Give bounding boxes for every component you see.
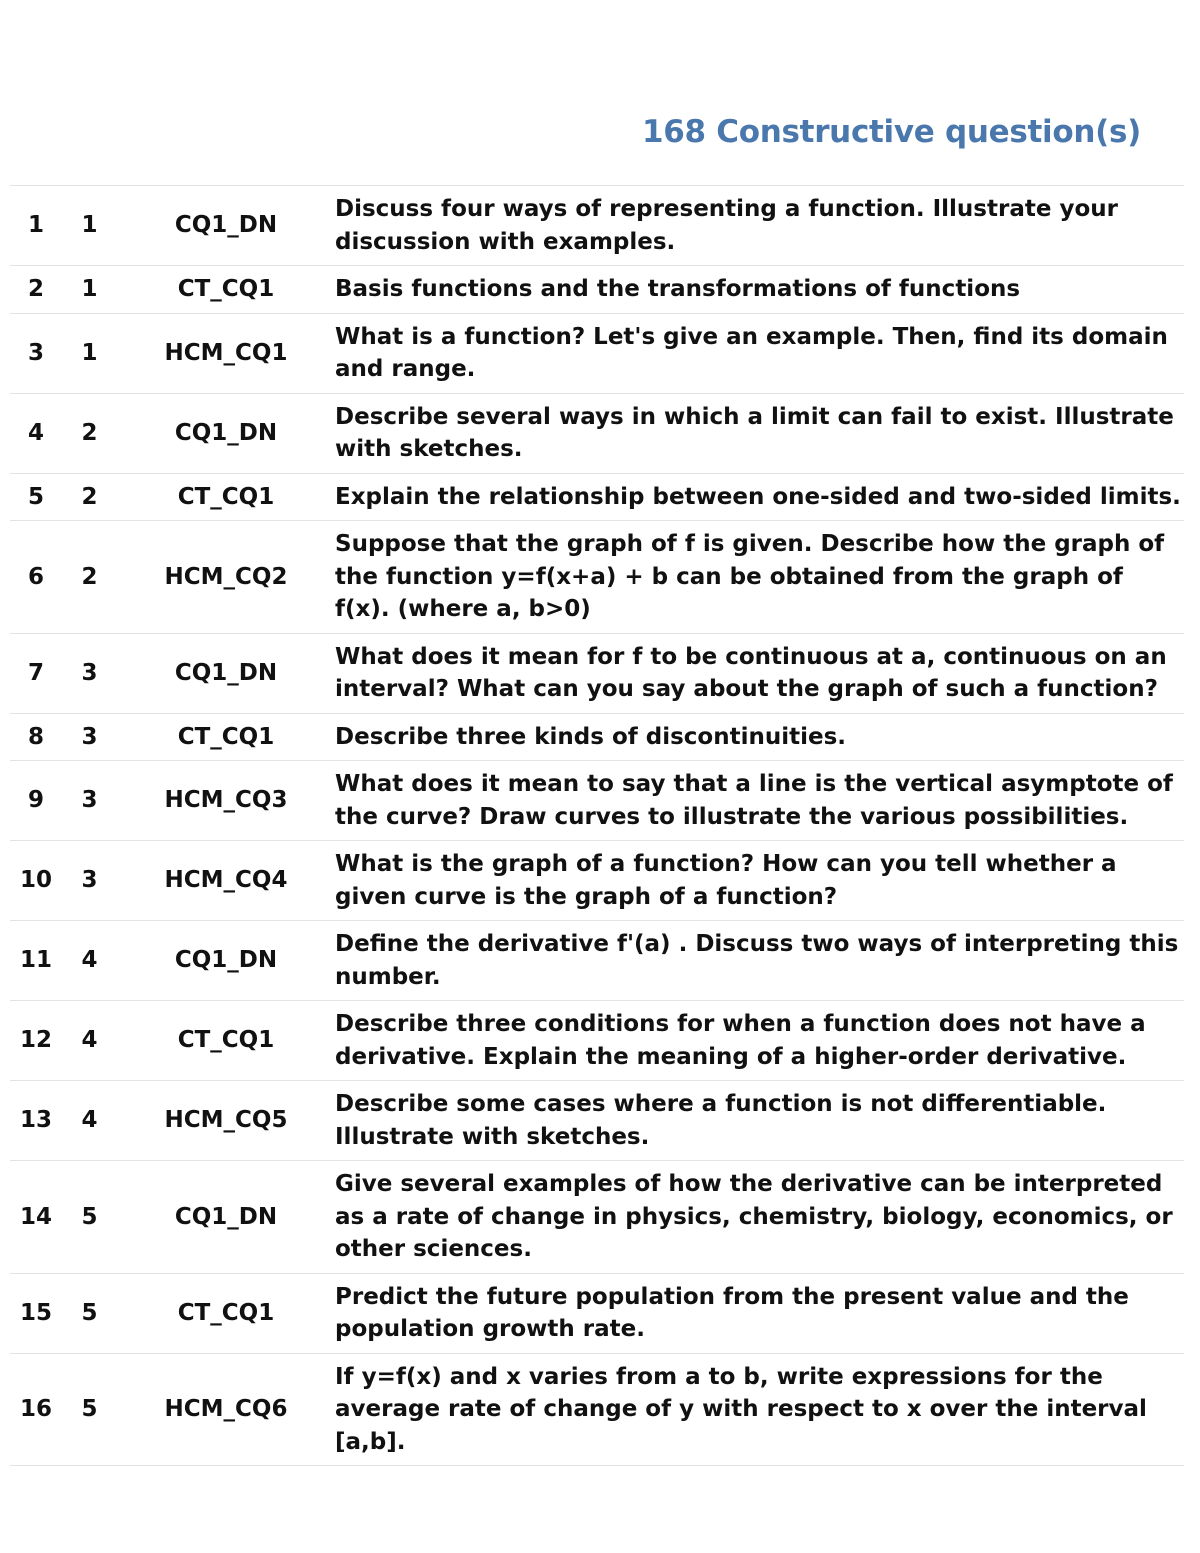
question-code: HCM_CQ6 [117, 1353, 335, 1466]
question-chapter: 1 [62, 186, 117, 266]
question-row [10, 521, 1184, 634]
question-text: Explain the relationship between one-sided and two-sided limits. [335, 473, 1184, 521]
question-code: CT_CQ1 [117, 1273, 335, 1353]
question-number: 10 [10, 841, 62, 921]
question-chapter: 3 [62, 761, 117, 841]
question-number: 16 [10, 1353, 62, 1466]
question-row [10, 921, 1184, 1001]
question-chapter: 3 [62, 841, 117, 921]
question-number: 7 [10, 633, 62, 713]
question-code: CQ1_DN [117, 1161, 335, 1274]
question-row [10, 1081, 1184, 1161]
question-row [10, 1353, 1184, 1466]
question-text: Describe three kinds of discontinuities. [335, 713, 1184, 761]
question-code: CQ1_DN [117, 393, 335, 473]
question-number: 8 [10, 713, 62, 761]
question-text: If y=f(x) and x varies from a to b, write expressions for the average rate of change of y with respect to x over the interval [a,b]. [335, 1353, 1184, 1466]
question-number: 2 [10, 266, 62, 314]
question-row [10, 841, 1184, 921]
question-row [10, 761, 1184, 841]
question-text: Describe some cases where a function is not differentiable. Illustrate with sketches. [335, 1081, 1184, 1161]
question-code: HCM_CQ4 [117, 841, 335, 921]
question-text: Discuss four ways of representing a function. Illustrate your discussion with examples. [335, 186, 1184, 266]
question-chapter: 5 [62, 1161, 117, 1274]
question-code: CT_CQ1 [117, 1001, 335, 1081]
question-row [10, 713, 1184, 761]
question-chapter: 2 [62, 473, 117, 521]
question-number: 12 [10, 1001, 62, 1081]
question-row [10, 1161, 1184, 1274]
question-row [10, 266, 1184, 314]
question-text: Give several examples of how the derivative can be interpreted as a rate of change in physics, chemistry, biology, economics, or other sciences. [335, 1161, 1184, 1274]
question-code: CT_CQ1 [117, 266, 335, 314]
question-chapter: 4 [62, 1081, 117, 1161]
question-row [10, 1273, 1184, 1353]
question-code: HCM_CQ2 [117, 521, 335, 634]
questions-table [10, 185, 1184, 1466]
question-text: Describe three conditions for when a function does not have a derivative. Explain the meaning of a higher-order derivative. [335, 1001, 1184, 1081]
question-row [10, 1001, 1184, 1081]
question-text: Define the derivative f'(a) . Discuss two ways of interpreting this number. [335, 921, 1184, 1001]
question-number: 3 [10, 313, 62, 393]
question-number: 14 [10, 1161, 62, 1274]
question-text: What does it mean to say that a line is the vertical asymptote of the curve? Draw curves to illustrate the various possibilities. [335, 761, 1184, 841]
question-code: CQ1_DN [117, 633, 335, 713]
question-number: 9 [10, 761, 62, 841]
question-number: 13 [10, 1081, 62, 1161]
question-code: HCM_CQ5 [117, 1081, 335, 1161]
question-text: Suppose that the graph of f is given. Describe how the graph of the function y=f(x+a) + b can be obtained from the graph of f(x). (where a, b>0) [335, 521, 1184, 634]
question-number: 4 [10, 393, 62, 473]
question-text: Describe several ways in which a limit can fail to exist. Illustrate with sketches. [335, 393, 1184, 473]
question-text: Predict the future population from the present value and the population growth rate. [335, 1273, 1184, 1353]
question-chapter: 1 [62, 313, 117, 393]
question-chapter: 5 [62, 1273, 117, 1353]
question-chapter: 1 [62, 266, 117, 314]
page-title: 168 Constructive question(s) [642, 114, 1142, 150]
question-row [10, 393, 1184, 473]
question-text: What is a function? Let's give an example. Then, find its domain and range. [335, 313, 1184, 393]
question-chapter: 2 [62, 393, 117, 473]
question-chapter: 4 [62, 1001, 117, 1081]
question-text: What is the graph of a function? How can you tell whether a given curve is the graph of a function? [335, 841, 1184, 921]
question-chapter: 2 [62, 521, 117, 634]
question-chapter: 3 [62, 633, 117, 713]
question-number: 1 [10, 186, 62, 266]
question-code: HCM_CQ3 [117, 761, 335, 841]
question-row [10, 633, 1184, 713]
question-code: CT_CQ1 [117, 473, 335, 521]
question-row [10, 186, 1184, 266]
question-code: CT_CQ1 [117, 713, 335, 761]
question-number: 5 [10, 473, 62, 521]
question-number: 11 [10, 921, 62, 1001]
question-code: CQ1_DN [117, 921, 335, 1001]
question-row [10, 313, 1184, 393]
question-text: What does it mean for f to be continuous at a, continuous on an interval? What can you say about the graph of such a function? [335, 633, 1184, 713]
question-chapter: 4 [62, 921, 117, 1001]
question-number: 15 [10, 1273, 62, 1353]
question-code: HCM_CQ1 [117, 313, 335, 393]
questions-table-body [10, 186, 1184, 1466]
question-row [10, 473, 1184, 521]
question-chapter: 3 [62, 713, 117, 761]
question-number: 6 [10, 521, 62, 634]
question-chapter: 5 [62, 1353, 117, 1466]
question-code: CQ1_DN [117, 186, 335, 266]
question-text: Basis functions and the transformations of functions [335, 266, 1184, 314]
